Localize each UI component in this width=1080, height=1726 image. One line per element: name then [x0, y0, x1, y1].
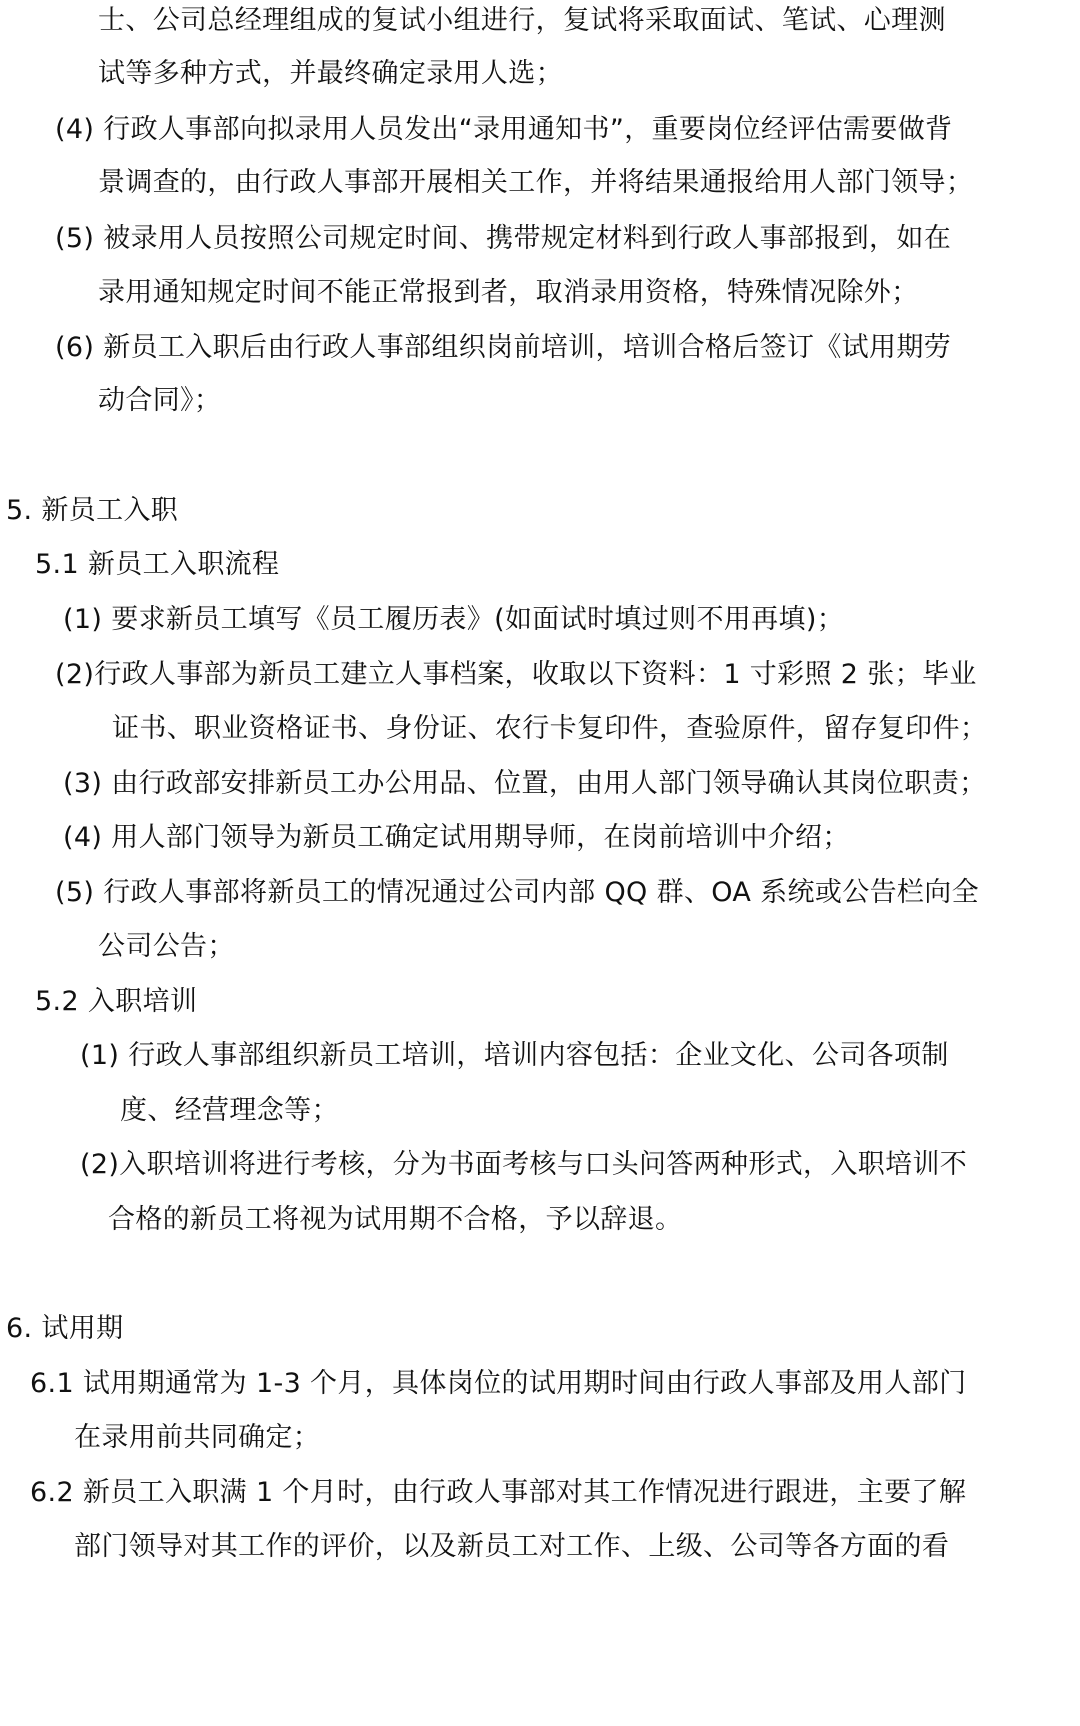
list-item-line: (4) 用人部门领导为新员工确定试用期导师，在岗前培训中介绍； — [63, 822, 850, 853]
list-item-line: (1) 要求新员工填写《员工履历表》(如面试时填过则不用再填)； — [63, 604, 845, 635]
list-item-line: (5) 被录用人员按照公司规定时间、携带规定材料到行政人事部报到，如在 — [55, 223, 952, 254]
list-item-line: 6.2 新员工入职满 1 个月时，由行政人事部对其工作情况进行跟进，主要了解 — [30, 1477, 967, 1508]
list-item-line: 部门领导对其工作的评价，以及新员工对工作、上级、公司等各方面的看 — [74, 1531, 950, 1562]
subsection-heading: 5.2 入职培训 — [35, 986, 198, 1017]
list-item-line: (3) 由行政部安排新员工办公用品、位置，由用人部门领导确认其岗位职责； — [63, 768, 987, 799]
section-heading: 6. 试用期 — [6, 1313, 124, 1344]
paragraph-line: 试等多种方式，并最终确定录用人选； — [98, 58, 563, 89]
list-item-line: (6) 新员工入职后由行政人事部组织岗前培训，培训合格后签订《试用期劳 — [55, 332, 952, 363]
list-item-line: 在录用前共同确定； — [74, 1422, 321, 1453]
paragraph-line: 士、公司总经理组成的复试小组进行，复试将采取面试、笔试、心理测 — [98, 5, 946, 36]
list-item-line: 合格的新员工将视为试用期不合格，予以辞退。 — [108, 1204, 683, 1235]
subsection-heading: 5.1 新员工入职流程 — [35, 549, 280, 580]
section-heading: 5. 新员工入职 — [6, 495, 179, 526]
list-item-line: 证书、职业资格证书、身份证、农行卡复印件，查验原件，留存复印件； — [112, 713, 988, 744]
list-item-line: (1) 行政人事部组织新员工培训，培训内容包括：企业文化、公司各项制 — [80, 1040, 949, 1071]
list-item-line: (4) 行政人事部向拟录用人员发出“录用通知书”，重要岗位经评估需要做背 — [55, 114, 953, 145]
list-item-line: 6.1 试用期通常为 1-3 个月，具体岗位的试用期时间由行政人事部及用人部门 — [30, 1368, 967, 1399]
list-item-line: 度、经营理念等； — [120, 1095, 339, 1126]
list-item-line: 动合同》； — [98, 385, 222, 416]
list-item-line: (2)入职培训将进行考核，分为书面考核与口头问答两种形式，入职培训不 — [80, 1149, 968, 1180]
list-item-line: 公司公告； — [98, 931, 235, 962]
list-item-line: 录用通知规定时间不能正常报到者，取消录用资格，特殊情况除外； — [98, 277, 919, 308]
list-item-line: 景调查的，由行政人事部开展相关工作，并将结果通报给用人部门领导； — [98, 167, 974, 198]
list-item-line: (5) 行政人事部将新员工的情况通过公司内部 QQ 群、OA 系统或公告栏向全 — [55, 877, 979, 908]
list-item-line: (2)行政人事部为新员工建立人事档案，收取以下资料：1 寸彩照 2 张；毕业 — [55, 659, 977, 690]
